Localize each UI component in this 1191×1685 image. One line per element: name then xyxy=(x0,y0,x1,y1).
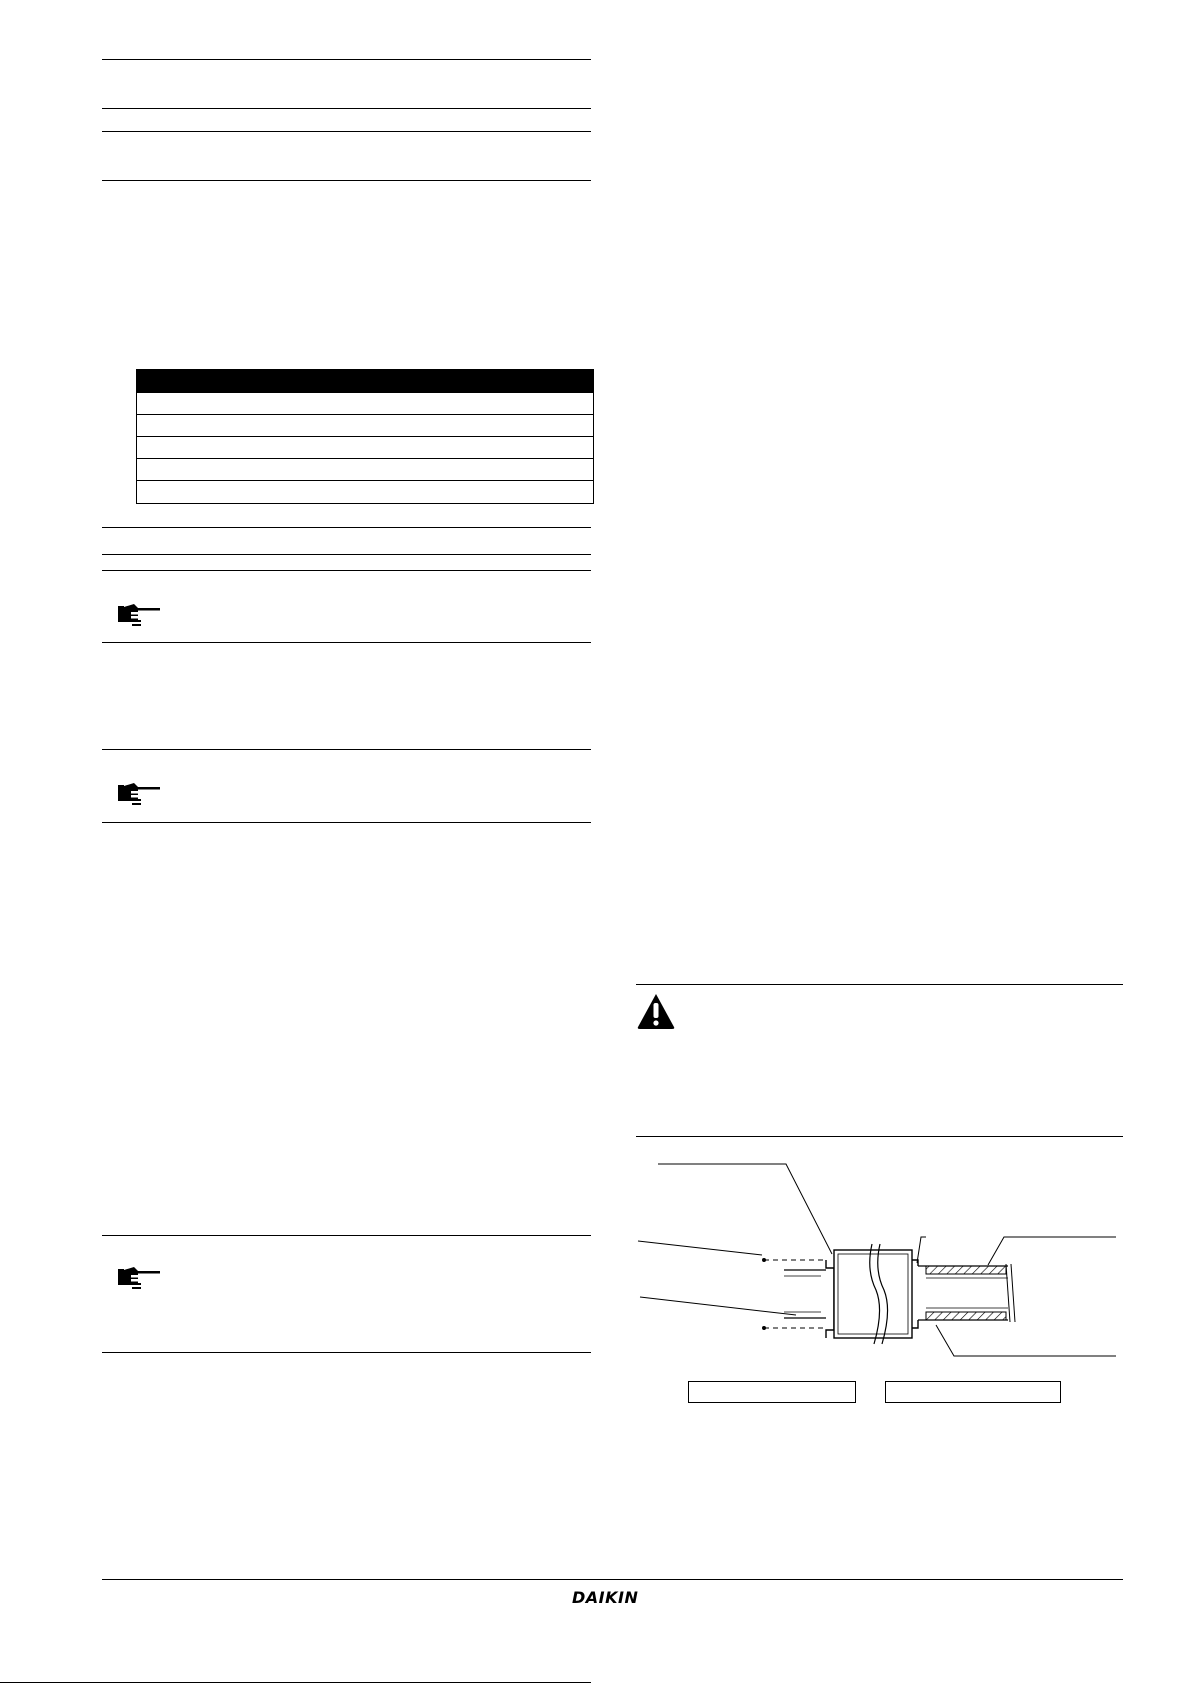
table-row xyxy=(137,459,593,481)
table-row xyxy=(137,415,593,437)
leader-line xyxy=(936,1325,1116,1356)
leader-line xyxy=(988,1237,1116,1265)
leader-line xyxy=(640,1297,796,1315)
pipe-joint-cross-section xyxy=(636,1160,1123,1410)
top-rule-2 xyxy=(102,108,591,109)
spec-table xyxy=(136,369,594,504)
warning-triangle-icon xyxy=(636,992,676,1030)
warning-top-rule xyxy=(636,984,1123,985)
leader-line xyxy=(638,1241,762,1255)
pointing-hand-note-icon xyxy=(116,600,162,630)
table-header-row xyxy=(137,369,593,393)
note-3-bottom-rule xyxy=(102,1352,591,1353)
daikin-logo xyxy=(572,1588,652,1610)
bottom-rule xyxy=(0,1682,591,1683)
table-row xyxy=(137,481,593,503)
section-rule-1 xyxy=(102,527,591,528)
note-1-bottom-rule xyxy=(102,642,591,643)
table-row xyxy=(137,393,593,415)
footer-rule xyxy=(102,1579,1123,1580)
leader-line xyxy=(658,1164,832,1254)
warning-bottom-rule xyxy=(636,1136,1123,1137)
diagram-caption-box-right xyxy=(885,1381,1061,1403)
diagram-caption-box-left xyxy=(688,1381,856,1403)
pointing-hand-note-icon xyxy=(116,779,162,809)
top-rule-1 xyxy=(102,59,591,60)
note-3-top-rule xyxy=(102,1235,591,1236)
top-rule-3 xyxy=(102,131,591,132)
table-row xyxy=(137,437,593,459)
section-rule-2 xyxy=(102,554,591,555)
note-2-top-rule xyxy=(102,749,591,750)
note-2-bottom-rule xyxy=(102,822,591,823)
pointing-hand-note-icon xyxy=(116,1263,162,1293)
note-1-top-rule xyxy=(102,570,591,571)
leader-line xyxy=(917,1237,926,1263)
top-rule-4 xyxy=(102,180,591,181)
brand-logo-text: DAIKIN xyxy=(572,1588,639,1607)
